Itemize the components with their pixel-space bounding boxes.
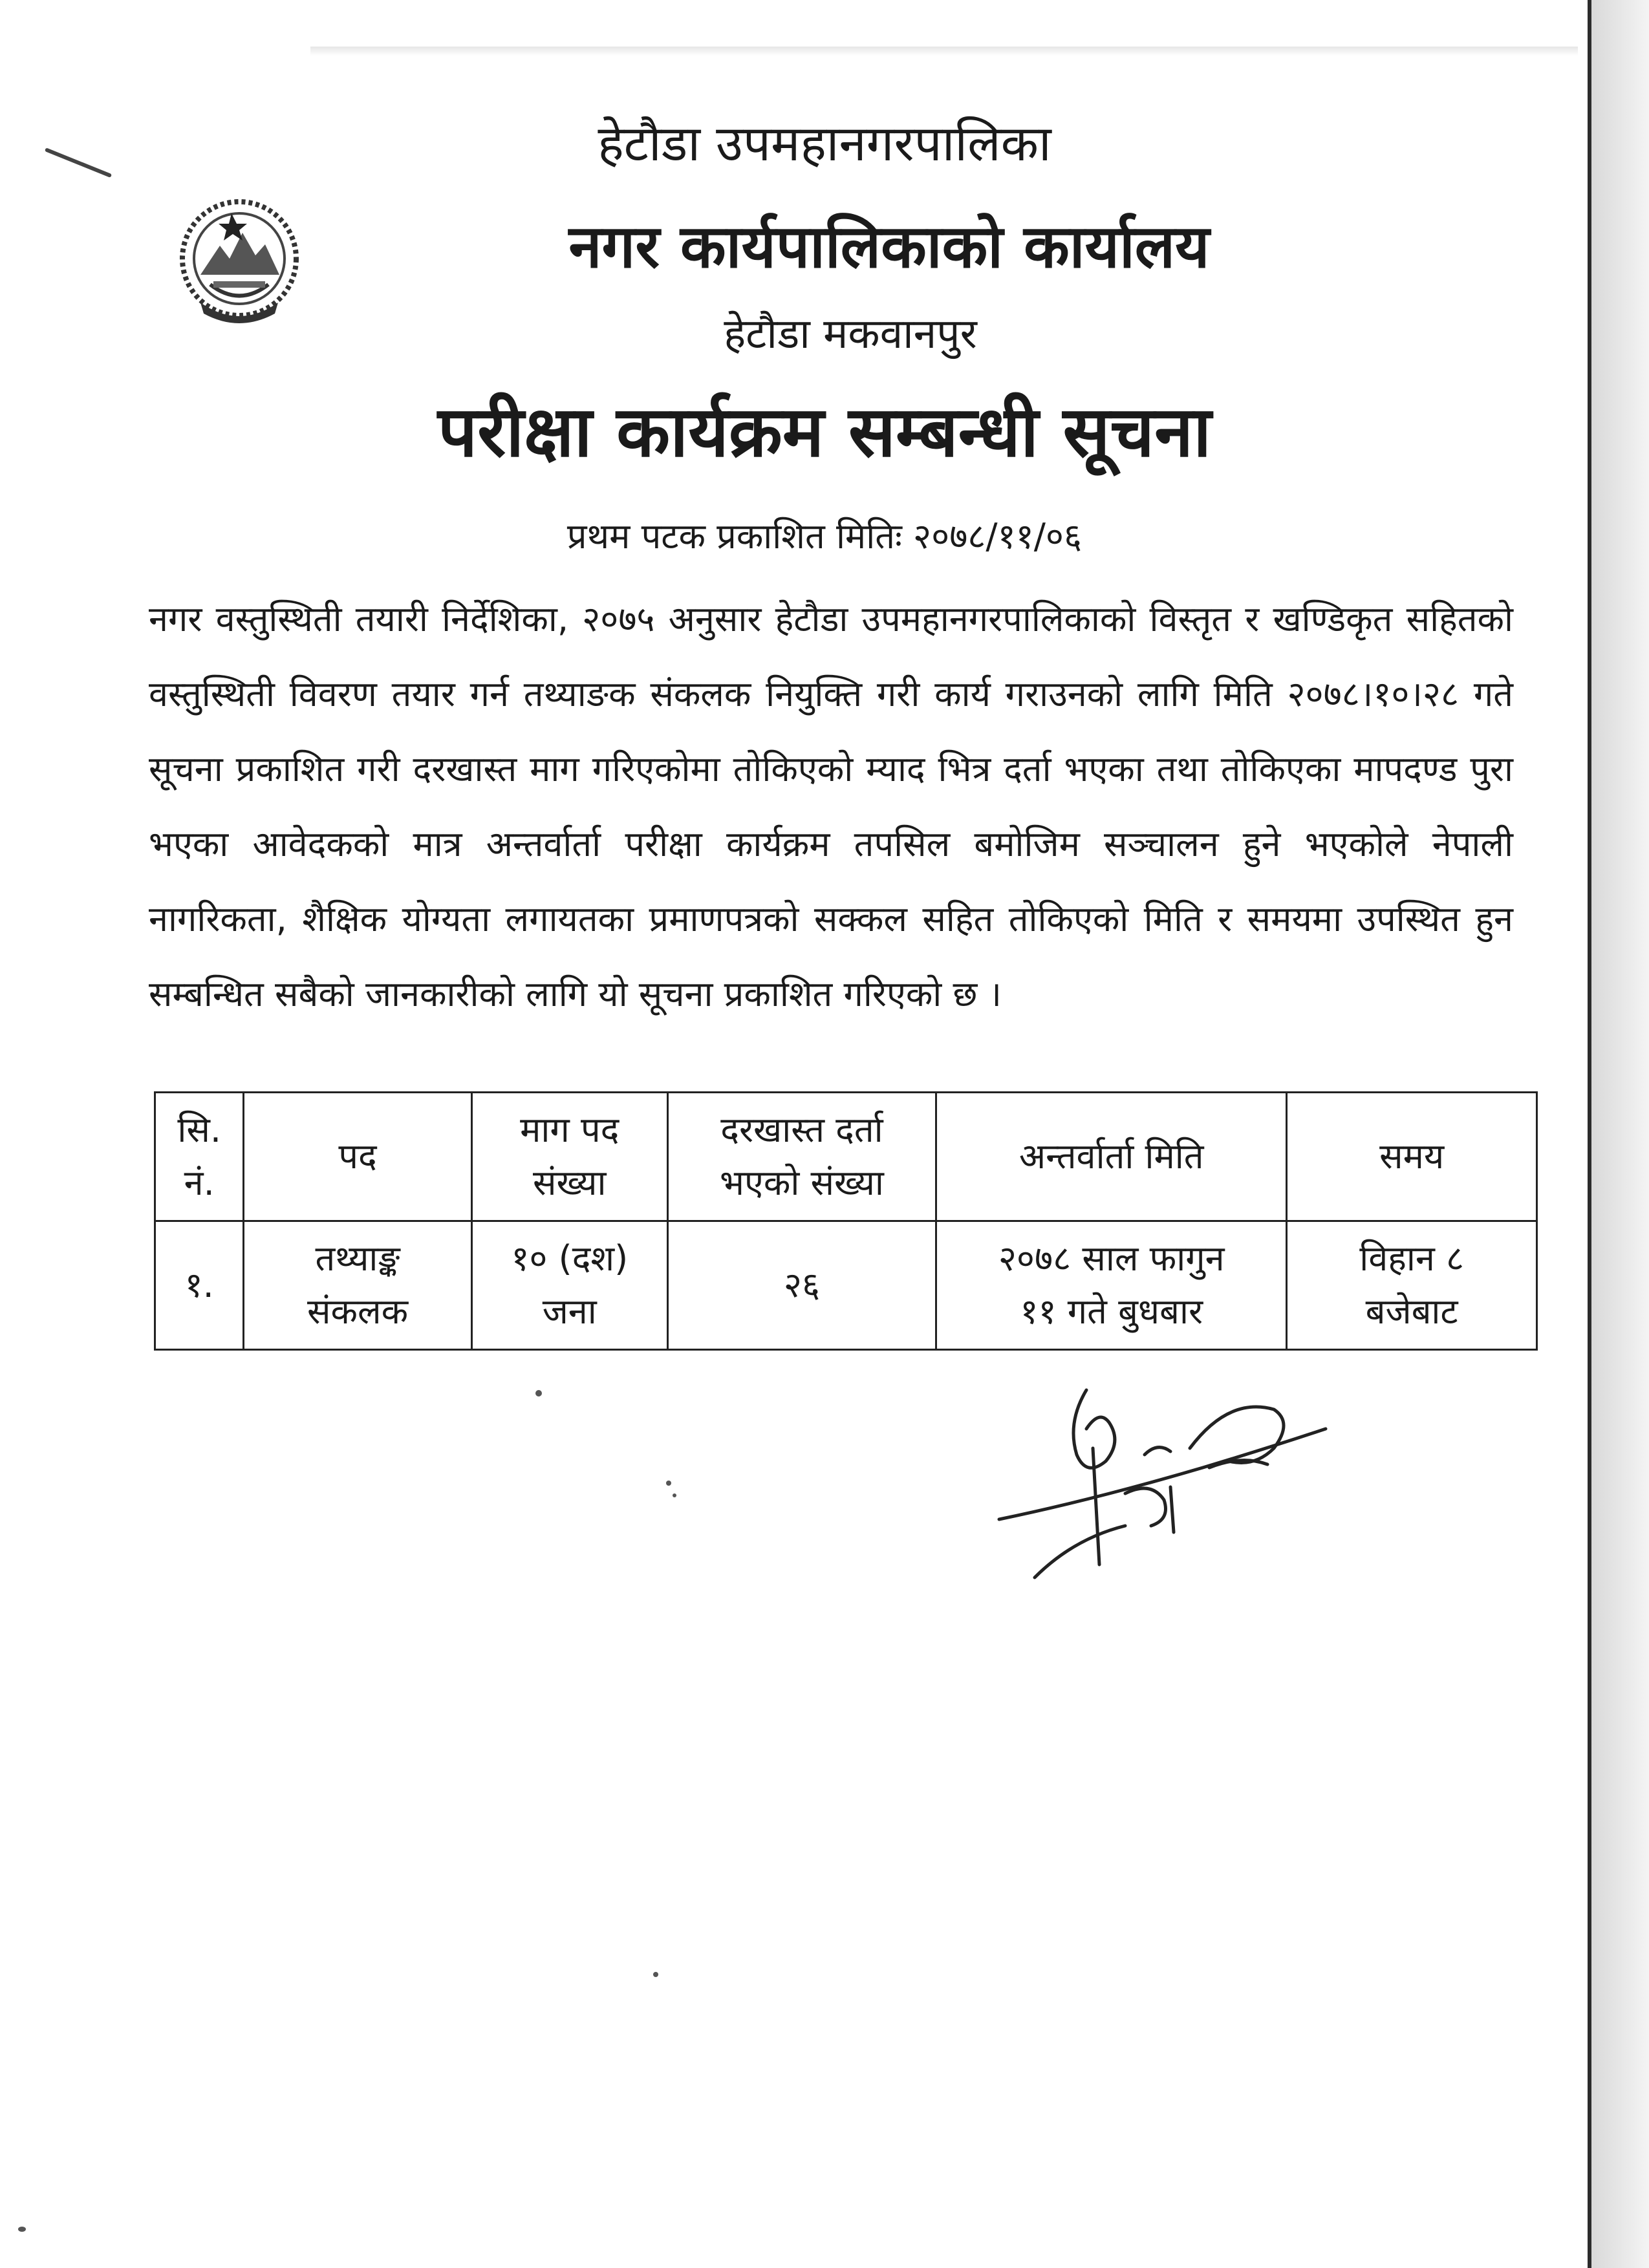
- header-demand: [471, 1093, 667, 1221]
- header-interview-date: [936, 1093, 1287, 1221]
- header-demand-line1: माग पद: [520, 1109, 620, 1150]
- header-applied: [667, 1093, 936, 1221]
- office-address: हेटौडा मकवानपुर: [724, 310, 977, 358]
- cell-time-line2: बजेबाट: [1365, 1291, 1458, 1332]
- cell-demand: [471, 1221, 667, 1350]
- interview-schedule-table: [154, 1091, 1538, 1351]
- table-header-row: [155, 1093, 1537, 1221]
- header-applied-line1: दरखास्त दर्ता: [720, 1109, 883, 1150]
- published-date: प्रथम पटक प्रकाशित मितिः २०७८/११/०६: [566, 516, 1083, 557]
- cell-post-line1: तथ्याङ्क: [315, 1238, 400, 1279]
- header-serial-line1: सि.: [177, 1109, 222, 1150]
- cell-interview-date: [936, 1221, 1287, 1350]
- cell-date-line1: २०७८ साल फागुन: [998, 1238, 1225, 1279]
- header-serial-line2: नं.: [184, 1162, 215, 1203]
- scan-speck: [673, 1493, 676, 1497]
- header-post: [244, 1093, 471, 1221]
- header-time-label: समय: [1379, 1136, 1445, 1177]
- cell-serial-value: १.: [184, 1265, 214, 1305]
- municipality-name: हेटौडा उपमहानगरपालिका: [598, 114, 1051, 172]
- header-applied-line2: भएको संख्या: [720, 1162, 884, 1203]
- cell-applied-value: २६: [783, 1265, 821, 1305]
- scan-speck: [666, 1481, 671, 1486]
- header-post-label: पद: [338, 1136, 377, 1177]
- scan-edge-top: [310, 47, 1578, 56]
- table-row: [155, 1221, 1537, 1350]
- header-time: [1287, 1093, 1537, 1221]
- header-interview-date-label: अन्तर्वार्ता मिति: [1018, 1136, 1204, 1177]
- cell-demand-line2: जना: [542, 1291, 597, 1332]
- handwritten-signature: [996, 1371, 1332, 1616]
- cell-applied: [667, 1221, 936, 1350]
- cell-date-line2: ११ गते बुधबार: [1020, 1291, 1203, 1332]
- cell-post-line2: संकलक: [307, 1291, 409, 1332]
- scan-speck: [18, 2227, 26, 2232]
- cell-demand-line1: १० (दश): [511, 1238, 629, 1279]
- office-name: नगर कार्यपालिकाको कार्यालय: [568, 212, 1210, 281]
- notice-title: परीक्षा कार्यक्रम सम्बन्धी सूचना: [437, 392, 1212, 473]
- scan-speck: [535, 1390, 542, 1396]
- cell-time-line1: विहान ८: [1359, 1238, 1465, 1279]
- header-serial-number: [155, 1093, 244, 1221]
- cell-post: [244, 1221, 471, 1350]
- header-demand-line2: संख्या: [533, 1162, 607, 1203]
- cell-time: [1287, 1221, 1537, 1350]
- cell-serial-number: [155, 1221, 244, 1350]
- scan-speck: [653, 1972, 658, 1977]
- notice-body: नगर वस्तुस्थिती तयारी निर्देशिका, २०७५ अनुसार हेटौडा उपमहानगरपालिकाको विस्तृत र खण्डिकृत सहितको वस्तुस्थिती विवरण तयार गर्न तथ्याङक संकलक नियुक्ति गरी कार्य गराउनको लागि मिति २०७८।१०।२८ गते सूचना प्रकाशित गरी दरखास्त माग गरिएकोमा तोकिएको म्याद भित्र दर्ता भएका तथा तोकिएका मापदण्ड पुरा भएका आवेदकको मात्र अन्तर्वार्ता परीक्षा कार्यक्रम तपसिल बमोजिम सञ्चालन हुने भएकोले नेपाली नागरिकता, शैक्षिक योग्यता लगायतका प्रमाणपत्रको सक्कल सहित तोकिएको मिति र समयमा उपस्थित हुन सम्बन्धित सबैको जानकारीको लागि यो सूचना प्रकाशित गरिएको छ ।: [149, 599, 1513, 1014]
